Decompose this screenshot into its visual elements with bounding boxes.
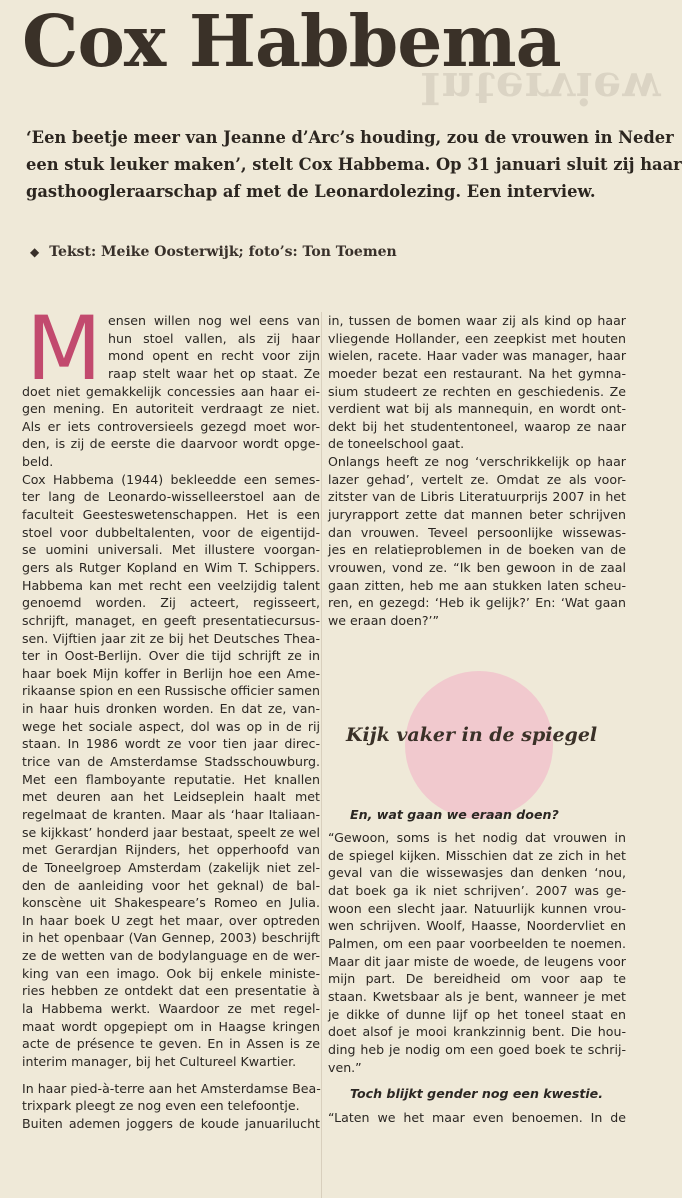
text-line: met deuren aan het Leidseplein haalt met bbox=[22, 789, 320, 805]
text-line: interim manager, bij het Cultureel Kwartier. bbox=[22, 1053, 297, 1069]
text-line: genoemd worden. Zij acteert, regisseert, bbox=[22, 595, 320, 611]
intro-line: gasthoogleraarschap af met de Leonardolezing. Een interview. bbox=[26, 182, 596, 201]
text-line: gen mening. En autoriteit verdraagt ze niet. bbox=[22, 401, 320, 417]
article-title: Cox Habbema bbox=[22, 0, 561, 83]
text-line: se uomini universali. Met illustere voorgan- bbox=[22, 542, 320, 558]
text-line: vrouwen, vond ze. “Ik ben gewoon in de zaal bbox=[328, 559, 626, 575]
text-line: Buiten ademen joggers de koude januarilucht bbox=[22, 1115, 320, 1131]
text-line: faculteit Geesteswetenschappen. Het is een bbox=[22, 507, 320, 523]
text-line: sen. Vijftien jaar zit ze bij het Deutsches Thea- bbox=[22, 630, 320, 646]
text-line: Met een flamboyante reputatie. Het knallen bbox=[22, 771, 320, 787]
text-line: konscène uit Shakespeare’s Romeo en Julia. bbox=[22, 895, 320, 911]
text-line: dan vrouwen. Teveel persoonlijke wissewas- bbox=[328, 524, 626, 540]
text-line: “Laten we het maar even benoemen. In de bbox=[328, 1109, 626, 1125]
text-line: juryrapport zette dat mannen beter schrijven bbox=[328, 507, 626, 523]
text-line: de spiegel kijken. Misschien dat ze zich in het bbox=[328, 847, 626, 863]
text-line: beld. bbox=[22, 454, 54, 470]
text-line: we eraan doen?’” bbox=[328, 612, 440, 628]
text-line: ding heb je nodig om een goed boek te schrij- bbox=[328, 1041, 626, 1057]
text-line: woon een slecht jaar. Natuurlijk kunnen vrou- bbox=[328, 900, 626, 916]
text-line: stoel voor dubbeltalenten, voor de eigentijd- bbox=[22, 524, 320, 540]
intro-line: een stuk leuker maken’, stelt Cox Habbema. Op 31 januari sluit zij haar bbox=[26, 155, 682, 174]
text-line: raap stelt waar het op staat. Ze bbox=[108, 365, 320, 381]
text-line: in, tussen de bomen waar zij als kind op haar bbox=[328, 313, 626, 328]
text-line: mond opent en recht voor zijn bbox=[108, 348, 320, 364]
text-line: In haar pied-à-terre aan het Amsterdamse Bea- bbox=[22, 1080, 321, 1096]
text-line: doet niet gemakkelijk concessies aan haar ei- bbox=[22, 383, 320, 399]
text-line: In haar boek U zegt het maar, over optreden bbox=[22, 912, 320, 928]
drop-cap: M bbox=[26, 297, 102, 400]
text-line: king van een imago. Ook bij enkele ministe- bbox=[22, 965, 320, 981]
text-line: rikaanse spion en een Russische officier samen bbox=[22, 683, 320, 699]
text-line: Maar dit jaar miste de woede, de leugens voor bbox=[328, 953, 626, 969]
intro-line: ‘Een beetje meer van Jeanne d’Arc’s houding, zou de vrouwen in Neder bbox=[26, 128, 674, 147]
text-line: “Gewoon, soms is het nodig dat vrouwen in bbox=[328, 830, 626, 846]
text-line: regelmaat de kranten. Maar als ‘haar Italiaan- bbox=[22, 806, 320, 822]
text-line: met Gerardjan Rijnders, het opperhoofd van bbox=[22, 842, 320, 858]
spacer bbox=[22, 1071, 320, 1080]
text-line: in het openbaar (Van Gennep, 2003) beschrijft bbox=[22, 930, 320, 946]
text-line: maat wordt opgepiept om in Haagse kringen bbox=[22, 1018, 320, 1034]
intro-lead bbox=[26, 124, 682, 205]
text-line: ter in Oost-Berlijn. Over die tijd schrijft ze in bbox=[22, 648, 320, 664]
text-line: zitster van de Libris Literatuurprijs 2007 in het bbox=[328, 489, 626, 505]
column-right bbox=[328, 312, 626, 1126]
byline-text: Tekst: Meike Oosterwijk; foto’s: Ton Toemen bbox=[49, 244, 397, 260]
text-line: den de aanleiding voor het geknal) de bal- bbox=[22, 877, 320, 893]
text-line: schrijft, managet, en geeft presentatiecursus- bbox=[22, 612, 320, 628]
text-line: verdient wat bij als mannequin, en wordt ont- bbox=[328, 401, 626, 417]
mirrored-heading-ghost: Interview bbox=[420, 62, 662, 113]
text-line: staan. Kwetsbaar als je bent, wanneer je met bbox=[328, 988, 626, 1004]
spacer bbox=[328, 630, 626, 806]
byline bbox=[30, 244, 397, 260]
text-line: gaan zitten, heb me aan stukken laten scheu- bbox=[328, 577, 626, 593]
text-line: in haar huis dronken worden. En dat ze, van- bbox=[22, 701, 320, 717]
text-line: lazer gehad’, vertelt ze. Omdat ze als voor- bbox=[328, 471, 626, 487]
diamond-bullet-icon: ◆ bbox=[30, 245, 40, 259]
text-line: jes en relatieproblemen in de boeken van de bbox=[328, 542, 626, 558]
text-line: je dikke of dunne lijf op het toneel staat en bbox=[328, 1006, 626, 1022]
text-line: acte de présence te geven. En in Assen is ze bbox=[22, 1036, 320, 1052]
text-line: geval van die wissewasjes dan denken ‘nou, bbox=[328, 865, 626, 881]
text-line: de toneelschool gaat. bbox=[328, 436, 465, 452]
text-line: trice van de Amsterdamse Stadsschouwburg. bbox=[22, 754, 320, 770]
text-line: la Habbema werkt. Waardoor ze met regel- bbox=[22, 1000, 320, 1016]
text-line: ter lang de Leonardo-wisselleerstoel aan de bbox=[22, 489, 320, 505]
text-line: haar boek Mijn koffer in Berlijn hoe een Ame- bbox=[22, 665, 320, 681]
text-line: se kijkkast’ honderd jaar bestaat, speelt ze wel bbox=[22, 824, 320, 840]
text-line: wielen, racete. Haar vader was manager, haar bbox=[328, 348, 626, 364]
text-line: ven.” bbox=[328, 1059, 362, 1075]
text-line: hun stoel vallen, als zij haar bbox=[108, 330, 320, 346]
text-line: dat boek ga ik niet schrijven’. 2007 was ge- bbox=[328, 883, 626, 899]
text-line: vliegende Hollander, een zeepkist met houten bbox=[328, 330, 626, 346]
text-line: den, is zij de eerste die daarvoor wordt opge- bbox=[22, 436, 320, 452]
text-line: staan. In 1986 wordt ze voor tien jaar direc- bbox=[22, 736, 320, 752]
text-line: de Toneelgroep Amsterdam (zakelijk niet zel- bbox=[22, 859, 320, 875]
text-line: wege het sociale aspect, dol was op in de rij bbox=[22, 718, 320, 734]
text-line: Als er iets controversieels gezegd moet wor- bbox=[22, 418, 320, 434]
column-divider bbox=[321, 312, 322, 1198]
pull-quote: Kijk vaker in de spiegel bbox=[346, 724, 598, 746]
text-line: ren, en gezegd: ‘Heb ik gelijk?’ En: ‘Wat gaan bbox=[328, 595, 626, 611]
text-line: sium studeert ze rechten en geschiedenis. Ze bbox=[328, 383, 626, 399]
text-line: moeder bezat een restaurant. Na het gymna- bbox=[328, 365, 626, 381]
text-line: Onlangs heeft ze nog ‘verschrikkelijk op haar bbox=[328, 454, 626, 470]
text-line: mijn part. De bereidheid om voor aap te bbox=[328, 971, 626, 987]
spacer bbox=[328, 1076, 626, 1085]
text-line: trixpark pleegt ze nog even een telefoontje. bbox=[22, 1098, 300, 1114]
text-line: Habbema kan met recht een veelzijdig talent bbox=[22, 577, 320, 593]
text-line: En, wat gaan we eraan doen? bbox=[350, 806, 559, 822]
text-line: Palmen, om een paar voorbeelden te noemen. bbox=[328, 936, 626, 952]
text-line: ries hebben ze ontdekt dat een presentatie à bbox=[22, 983, 320, 999]
text-line: ensen willen nog wel eens van bbox=[108, 313, 320, 328]
text-line: ze de wetten van de bodylanguage en de wer- bbox=[22, 948, 320, 964]
text-line: dekt bij het studententoneel, waarop ze naar bbox=[328, 418, 626, 434]
column-left bbox=[22, 312, 320, 1132]
text-line: Toch blijkt gender nog een kwestie. bbox=[350, 1086, 604, 1102]
text-line: doet alsof je mooi krankzinnig bent. Die hou- bbox=[328, 1024, 626, 1040]
text-line: wen schrijven. Woolf, Haasse, Noordervliet en bbox=[328, 918, 626, 934]
text-line: Cox Habbema (1944) bekleedde een semes- bbox=[22, 471, 320, 487]
text-line: gers als Rutger Kopland en Wim T. Schippers. bbox=[22, 559, 320, 575]
